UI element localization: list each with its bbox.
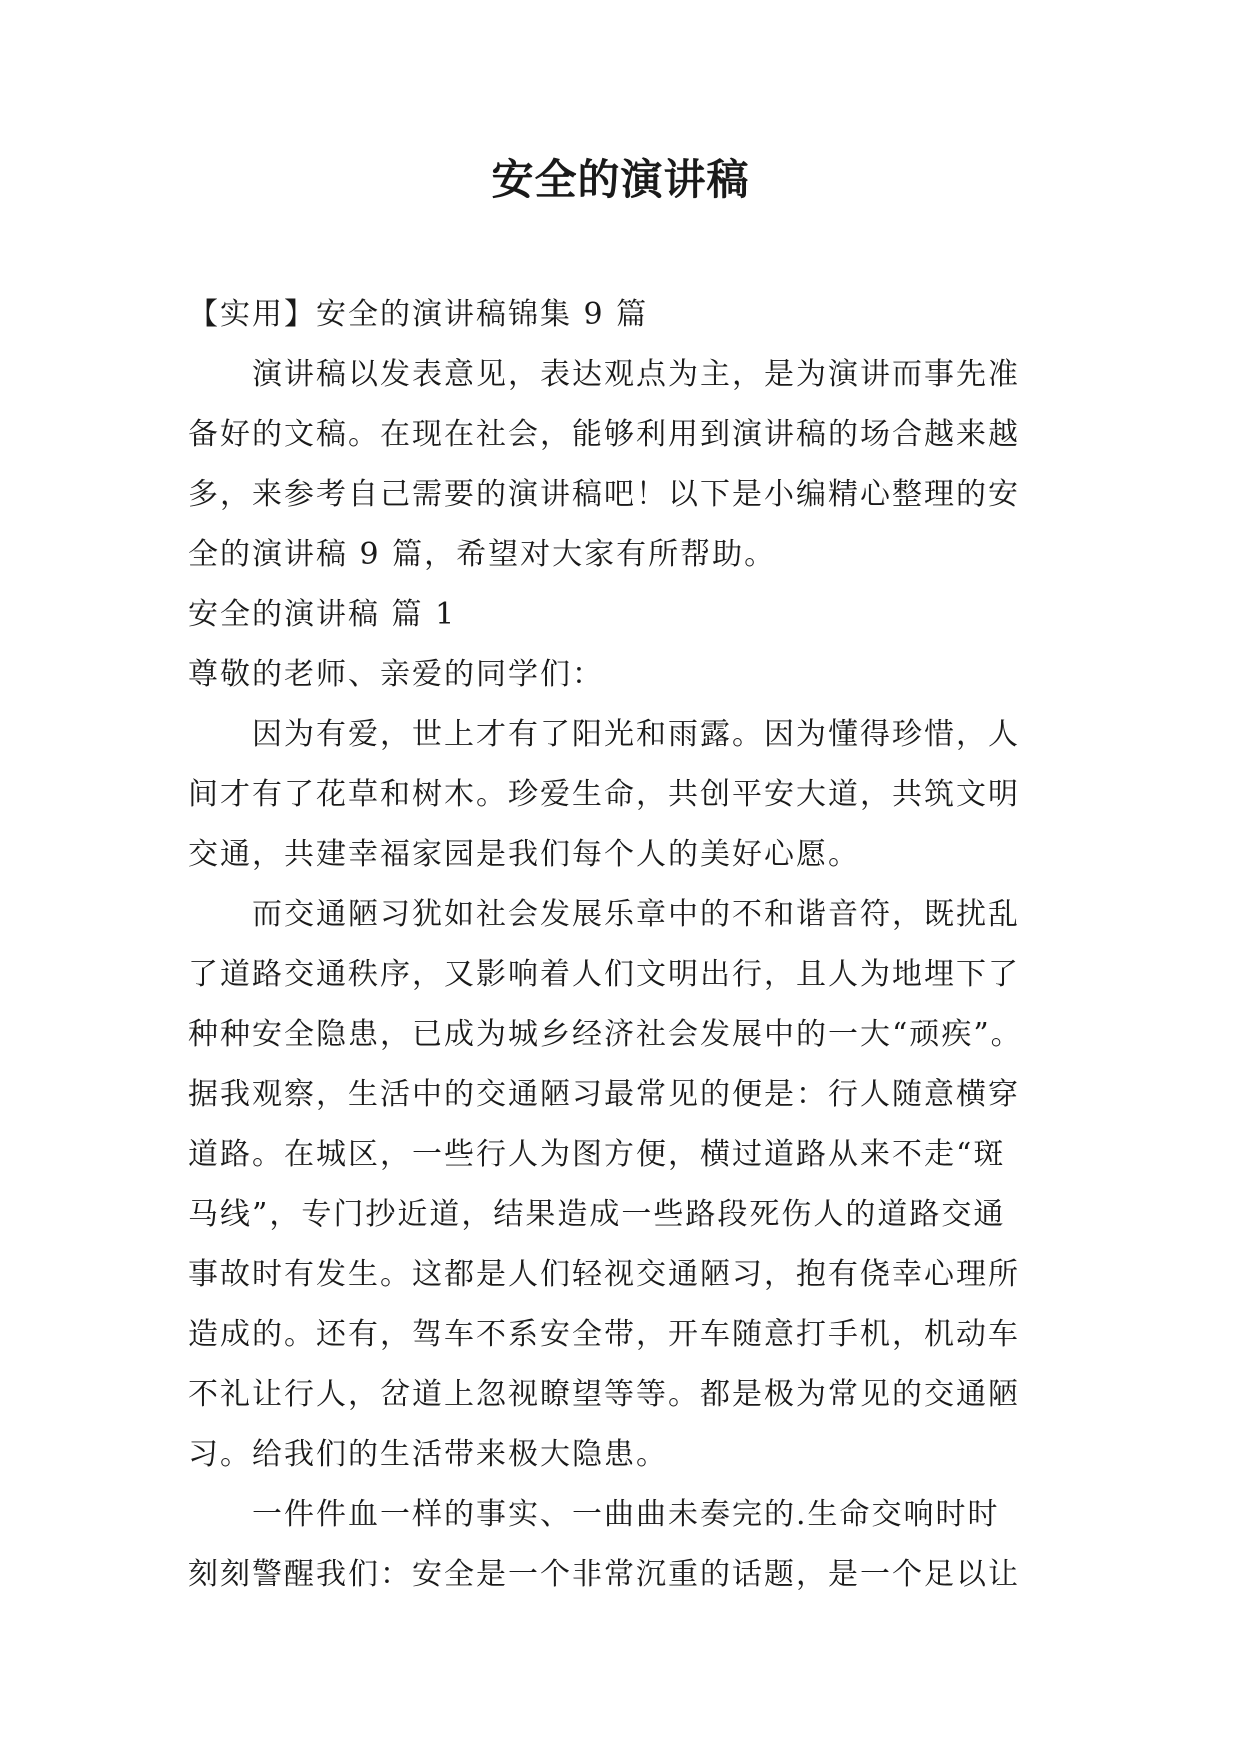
- text-line: 间才有了花草和树木。珍爱生命，共创平安大道，共筑文明: [188, 777, 1020, 812]
- text-line: 刻刻警醒我们：安全是一个非常沉重的话题，是一个足以让: [188, 1557, 1020, 1592]
- text-line: 备好的文稿。在现在社会，能够利用到演讲稿的场合越来越: [188, 417, 1020, 452]
- text-line: 尊敬的老师、亲爱的同学们：: [188, 657, 604, 692]
- text-line: 据我观察，生活中的交通陋习最常见的便是：行人随意横穿: [188, 1077, 1020, 1112]
- document-title: 安全的演讲稿: [491, 155, 750, 204]
- document-body: [188, 285, 1058, 1605]
- text-line: 不礼让行人，岔道上忽视瞭望等等。都是极为常见的交通陋: [188, 1377, 1020, 1412]
- text-line: 演讲稿以发表意见，表达观点为主，是为演讲而事先准: [252, 357, 1020, 392]
- text-line: 习。给我们的生活带来极大隐患。: [188, 1437, 668, 1472]
- text-line: 安全的演讲稿 篇 1: [188, 597, 457, 632]
- text-line: 全的演讲稿 9 篇，希望对大家有所帮助。: [188, 537, 777, 572]
- text-line: 种种安全隐患，已成为城乡经济社会发展中的一大“顽疾”。: [188, 1017, 1023, 1052]
- text-line: 造成的。还有，驾车不系安全带，开车随意打手机，机动车: [188, 1317, 1020, 1352]
- text-line: 交通，共建幸福家园是我们每个人的美好心愿。: [188, 837, 860, 872]
- text-line: 多，来参考自己需要的演讲稿吧！以下是小编精心整理的安: [188, 477, 1020, 512]
- text-line: 马线”，专门抄近道，结果造成一些路段死伤人的道路交通: [188, 1197, 1006, 1232]
- text-line: 而交通陋习犹如社会发展乐章中的不和谐音符，既扰乱: [252, 897, 1020, 932]
- text-line: 道路。在城区，一些行人为图方便，横过道路从来不走“斑: [188, 1137, 1006, 1172]
- text-line: 【实用】安全的演讲稿锦集 9 篇: [188, 297, 649, 332]
- text-line: 事故时有发生。这都是人们轻视交通陋习，抱有侥幸心理所: [188, 1257, 1020, 1292]
- text-line: 了道路交通秩序，又影响着人们文明出行，且人为地埋下了: [188, 957, 1020, 992]
- text-line: 一件件血一样的事实、一曲曲未奏完的.生命交响时时: [252, 1497, 1000, 1532]
- text-line: 因为有爱，世上才有了阳光和雨露。因为懂得珍惜，人: [252, 717, 1020, 752]
